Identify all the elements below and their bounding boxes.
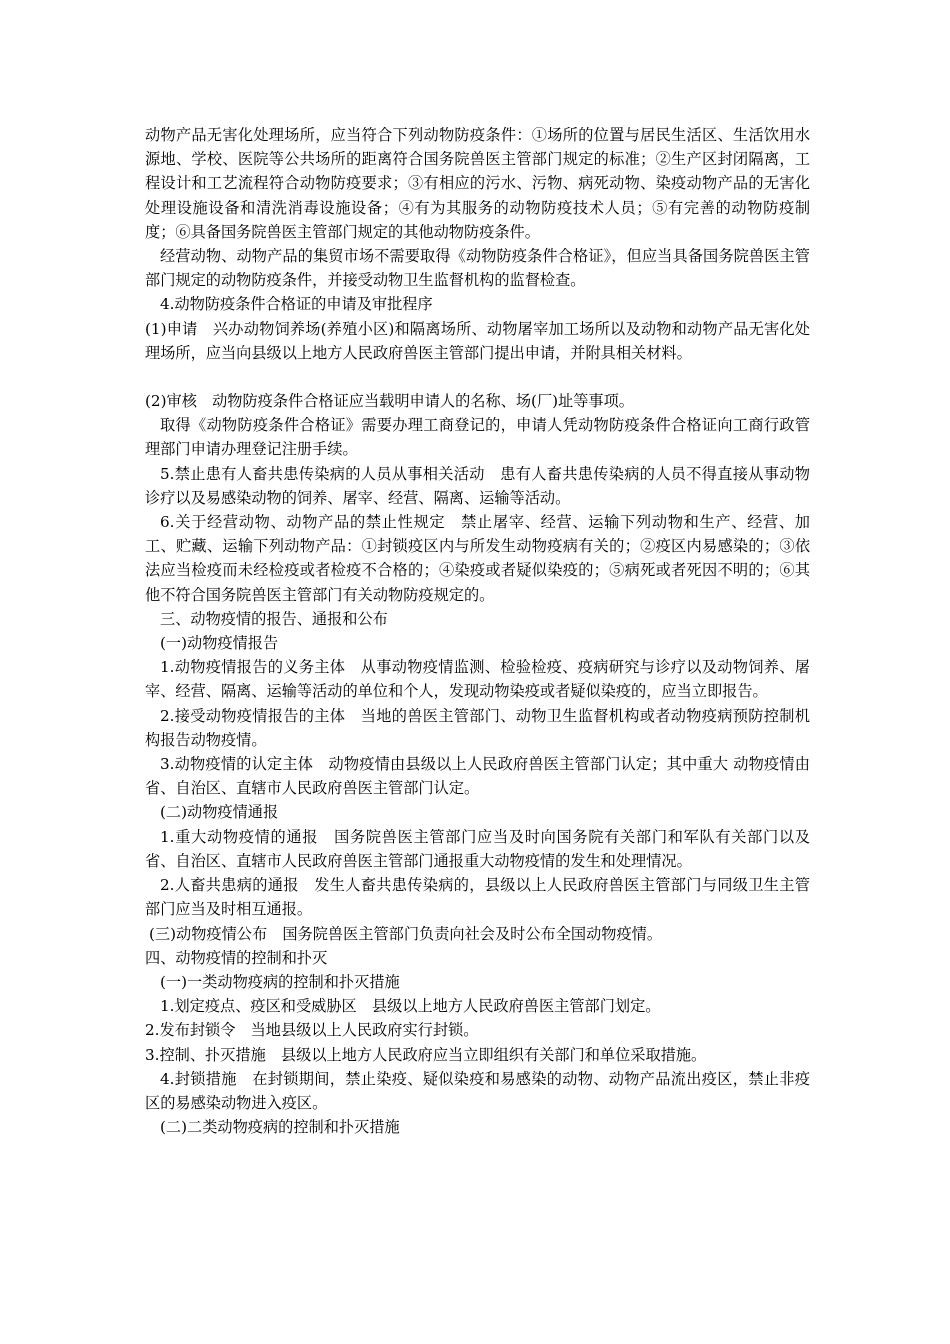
subheading-notify: (二)动物疫情通报: [160, 803, 279, 822]
paragraph-publish: (三)动物疫情公布 国务院兽医主管部门负责向社会及时公布全国动物疫情。: [149, 924, 663, 943]
paragraph-control-measures: 3.控制、扑灭措施 县级以上地方人民政府应当立即组织有关部门和单位采取措施。: [145, 1045, 707, 1064]
paragraph-report-duty: 1.动物疫情报告的义务主体 从事动物疫情监测、检验检疫、疫病研究与诊疗以及动物饲养、屠宰、经营、隔离、运输等活动的单位和个人，发现动物染疫或者疑似染疫的，应当立即报告。: [145, 658, 810, 701]
subheading-class-one: (一)一类动物疫病的控制和扑灭措施: [160, 972, 400, 991]
subheading-class-two: (二)二类动物疫病的控制和扑灭措施: [160, 1118, 400, 1137]
paragraph-report-confirm: 3.动物疫情的认定主体 动物疫情由县级以上人民政府兽医主管部门认定；其中重大 动物疫情由省、自治区、直辖市人民政府兽医主管部门认定。: [145, 755, 810, 798]
paragraph-blockade-order: 2.发布封锁令 当地县级以上人民政府实行封锁。: [145, 1021, 479, 1040]
paragraph-major-notify: 1.重大动物疫情的通报 国务院兽医主管部门应当及时向国务院有关部门和军队有关部门以及省、自治区、直辖市人民政府兽医主管部门通报重大动物疫情的发生和处理情况。: [145, 827, 810, 870]
paragraph-zones: 1.划定疫点、疫区和受威胁区 县级以上地方人民政府兽医主管部门划定。: [160, 997, 661, 1016]
spacer: [145, 365, 810, 389]
heading-certificate-procedure: 4.动物防疫条件合格证的申请及审批程序: [160, 295, 433, 314]
paragraph-review: (2)审核 动物防疫条件合格证应当载明申请人的名称、场(厂)址等事项。: [145, 392, 634, 411]
paragraph-zoonosis-ban: 5.禁止患有人畜共患传染病的人员从事相关活动 患有人畜共患传染病的人员不得直接从事动物诊疗以及易感染动物的饲养、屠宰、经营、隔离、运输等活动。: [145, 464, 810, 507]
paragraph-report-receiver: 2.接受动物疫情报告的主体 当地的兽医主管部门、动物卫生监督机构或者动物疫病预防控制机构报告动物疫情。: [145, 706, 810, 749]
paragraph-market: 经营动物、动物产品的集贸市场不需要取得《动物防疫条件合格证》，但应当具备国务院兽医主管部门规定的动物防疫条件，并接受动物卫生监督机构的监督检查。: [145, 247, 810, 290]
subheading-report: (一)动物疫情报告: [160, 634, 279, 653]
paragraph-blockade-measures: 4.封锁措施 在封锁期间，禁止染疫、疑似染疫和易感染的动物、动物产品流出疫区，禁止非疫区的易感染动物进入疫区。: [145, 1069, 810, 1112]
document-body: [145, 123, 810, 1139]
section-heading-control: 四、动物疫情的控制和扑灭: [145, 948, 328, 967]
paragraph-registration: 取得《动物防疫条件合格证》需要办理工商登记的，申请人凭动物防疫条件合格证向工商行政管理部门申请办理登记注册手续。: [145, 416, 810, 459]
section-heading-report: 三、动物疫情的报告、通报和公布: [160, 609, 388, 628]
paragraph-application: (1)申请 兴办动物饲养场(养殖小区)和隔离场所、动物屠宰加工场所以及动物和动物产品无害化处理场所，应当向县级以上地方人民政府兽医主管部门提出申请，并附具相关材料。: [145, 319, 810, 362]
paragraph-conditions: 动物产品无害化处理场所，应当符合下列动物防疫条件：①场所的位置与居民生活区、生活饮用水源地、学校、医院等公共场所的距离符合国务院兽医主管部门规定的标准；②生产区封闭隔离，工程设计和工艺流程符合动物防疫要求；③有相应的污水、污物、病死动物、染疫动物产品的无害化处理设施设备和清洗消毒设施设备；④有为其服务的动物防疫技术人员；⑤有完善的动物防疫制度；⑥具备国务院兽医主管部门规定的其他动物防疫条件。: [145, 126, 810, 241]
paragraph-zoonosis-notify: 2.人畜共患病的通报 发生人畜共患传染病的，县级以上人民政府兽医主管部门与同级卫生主管部门应当及时相互通报。: [145, 876, 810, 919]
paragraph-trade-ban: 6.关于经营动物、动物产品的禁止性规定 禁止屠宰、经营、运输下列动物和生产、经营、加工、贮藏、运输下列动物产品：①封锁疫区内与所发生动物疫病有关的；②疫区内易感染的；③依法应当检疫而未经检疫或者检疫不合格的；④染疫或者疑似染疫的；⑤病死或者死因不明的；⑥其他不符合国务院兽医主管部门有关动物防疫规定的。: [145, 513, 810, 604]
